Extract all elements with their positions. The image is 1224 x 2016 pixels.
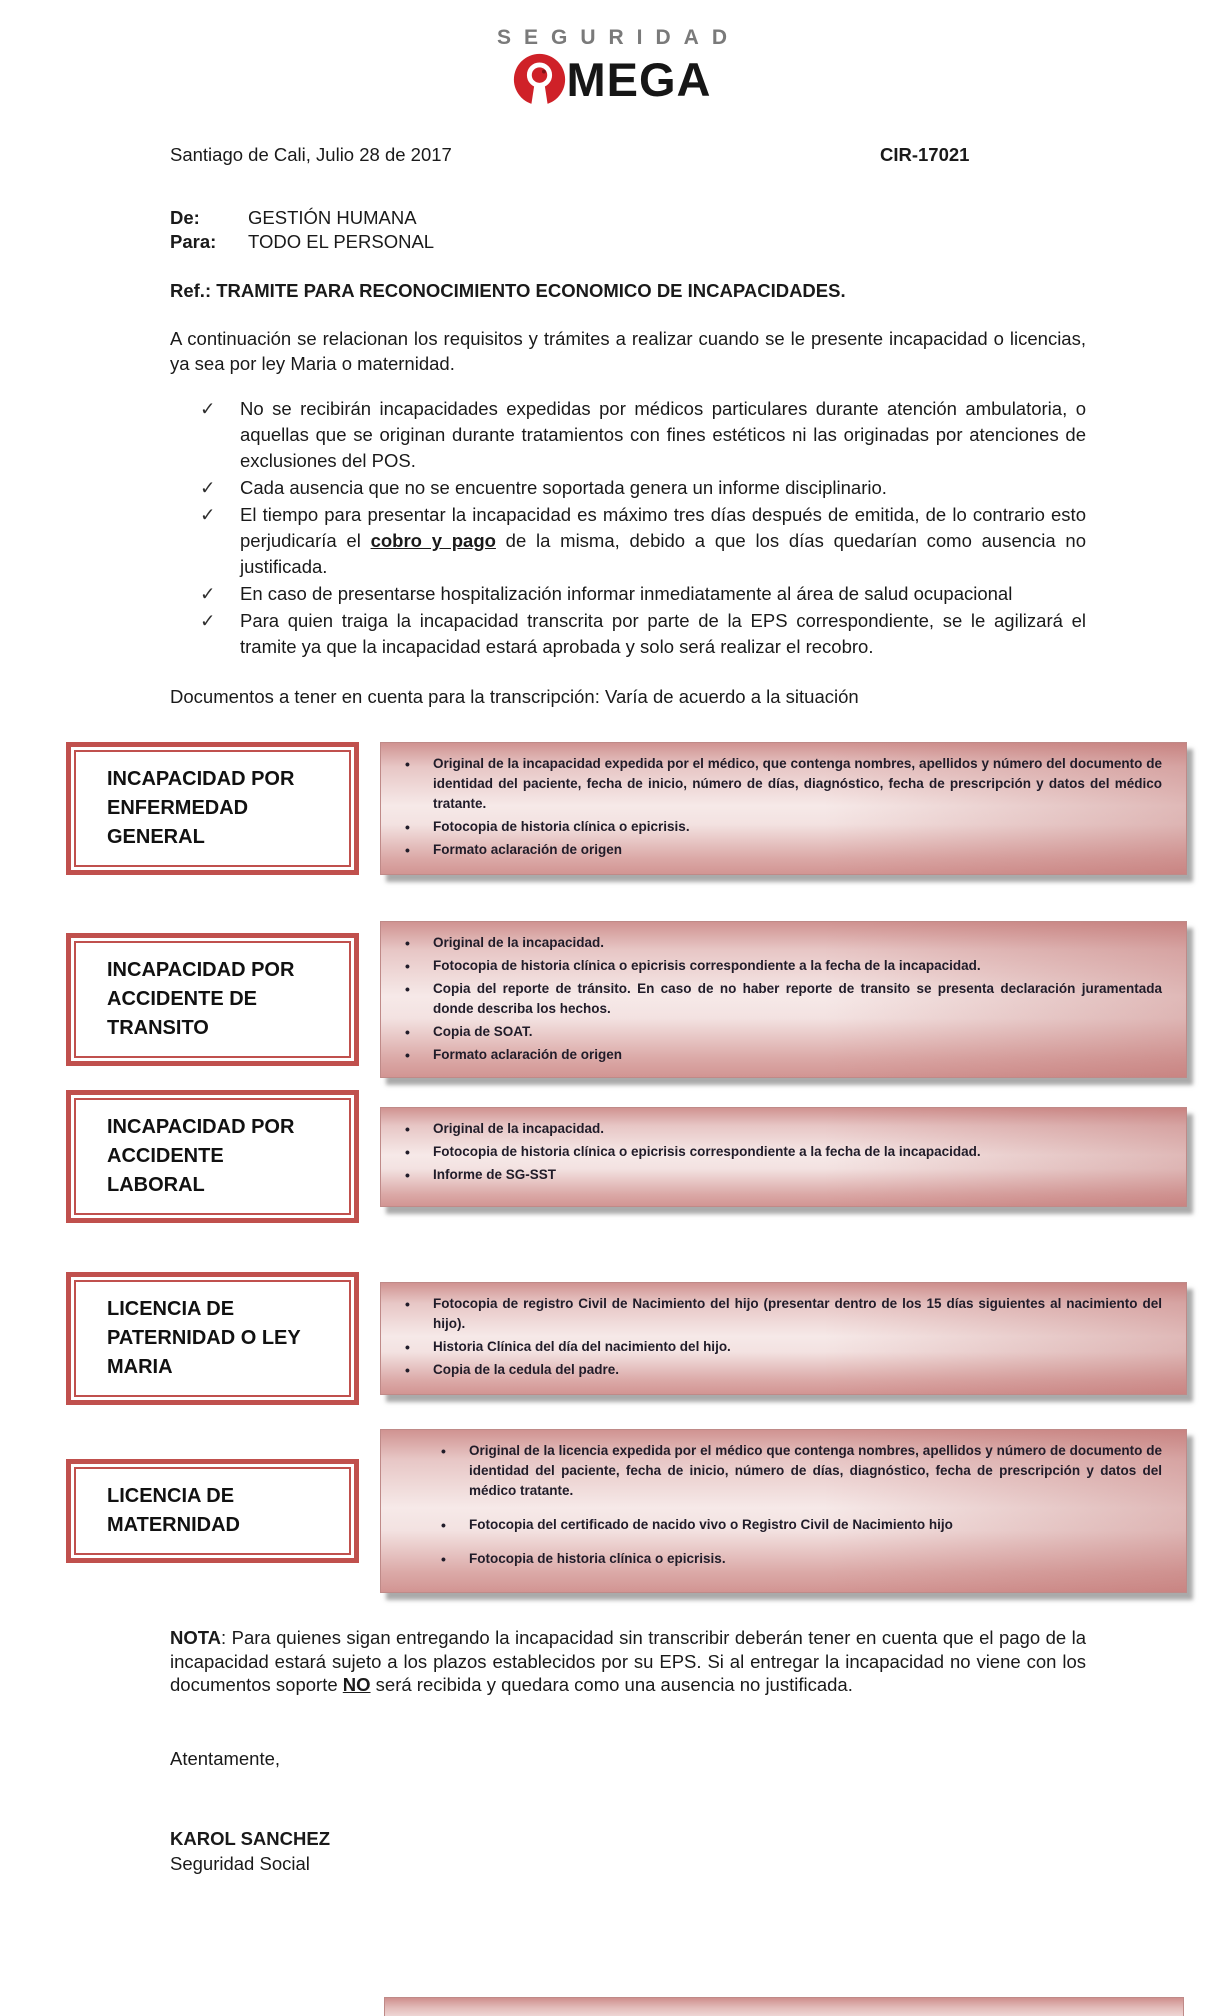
intro-paragraph: A continuación se relacionan los requisitos y trámites a realizar cuando se le presente incapacidad o licencias, ya sea por ley Maria o maternidad. <box>170 328 1086 374</box>
list-item: ✓ En caso de presentarse hospitalización informar inmediatamente al área de salud ocupacional <box>170 581 1086 607</box>
header-row <box>170 144 1086 166</box>
list-item: • Original de la incapacidad. <box>401 933 1162 953</box>
list-item: ✓ El tiempo para presentar la incapacidad es máximo tres días después de emitida, de lo contrario esto perjudicaría el cobro y pago de la misma, debido a que los días quedarían como ausencia no justificada. <box>200 504 1086 577</box>
checkmark-icon: ✓ <box>200 504 216 525</box>
section-accidente-laboral <box>66 1090 1187 1223</box>
requirements-checklist <box>170 396 1086 661</box>
list-item: ✓ Cada ausencia que no se encuentre soportada genera un informe disciplinario. <box>170 475 1086 501</box>
list-item: • Copia de SOAT. <box>401 1022 1162 1042</box>
list-item: • Fotocopia de historia clínica o epicrisis correspondiente a la fecha de la incapacidad. <box>401 1142 1162 1162</box>
reference-line: Ref.: TRAMITE PARA RECONOCIMIENTO ECONOMICO DE INCAPACIDADES. <box>170 280 846 301</box>
list-item: • Historia Clínica del día del nacimiento del hijo. <box>401 1337 1162 1357</box>
section-documents-box <box>380 1107 1187 1207</box>
section-documents-box <box>380 921 1187 1078</box>
circular-number: CIR-17021 <box>880 144 970 165</box>
list-item: ✓ No se recibirán incapacidades expedidas por médicos particulares durante atención ambulatoria, o aquellas que se originan durante tratamientos con fines estéticos ni las originadas por atenciones de exclusiones del POS. <box>200 398 1086 471</box>
to-value: TODO EL PERSONAL <box>248 231 435 252</box>
section-documents-box <box>380 742 1187 875</box>
omega-keyhole-icon <box>513 53 566 106</box>
section-title-box: LICENCIA DE PATERNIDAD O LEY MARIA <box>66 1272 359 1405</box>
list-item: • Formato aclaración de origen <box>401 840 1162 860</box>
company-logo <box>0 26 1224 106</box>
salutation: Atentamente, <box>170 1748 281 1769</box>
from-label: De: <box>170 207 200 228</box>
signature-name: KAROL SANCHEZ <box>170 1828 330 1849</box>
checkmark-icon: ✓ <box>200 477 216 498</box>
documents-intro: Documentos a tener en cuenta para la transcripción: Varía de acuerdo a la situación <box>170 686 859 707</box>
date-line: Santiago de Cali, Julio 28 de 2017 <box>170 144 452 165</box>
cut-off-documents-box <box>384 1997 1184 2016</box>
section-title-box: LICENCIA DE MATERNIDAD <box>66 1459 359 1563</box>
section-title-box: INCAPACIDAD POR ENFERMEDAD GENERAL <box>66 742 359 875</box>
list-item: • Fotocopia de historia clínica o epicrisis. <box>401 817 1162 837</box>
list-item: • Formato aclaración de origen <box>401 1045 1162 1065</box>
checkmark-icon: ✓ <box>200 610 216 631</box>
list-item: • Original de la incapacidad. <box>401 1119 1162 1139</box>
list-item: • Fotocopia de historia clínica o epicrisis. <box>437 1549 1162 1569</box>
section-enfermedad-general <box>66 742 1187 875</box>
signature-role: Seguridad Social <box>170 1853 310 1874</box>
section-title-box: INCAPACIDAD POR ACCIDENTE LABORAL <box>66 1090 359 1223</box>
note-paragraph: NOTA: Para quienes sigan entregando la incapacidad sin transcribir deberán tener en cuenta que el pago de la incapacidad estará sujeto a los plazos establecidos por su EPS. Si al entregar la incapacidad no viene con los documentos soporte NO será recibida y quedara como una ausencia no justificada. <box>170 1627 1086 1695</box>
to-row <box>170 231 1086 255</box>
checkmark-icon: ✓ <box>200 398 216 419</box>
logo-word-mega: MEGA <box>566 53 712 106</box>
list-item: • Fotocopia de registro Civil de Nacimiento del hijo (presentar dentro de los 15 días siguientes al nacimiento del hijo). <box>401 1294 1162 1334</box>
list-item: • Original de la incapacidad expedida por el médico, que contenga nombres, apellidos y número del documento de identidad del paciente, fecha de inicio, número de días, diagnóstico, fecha de prescripción y datos del médico tratante. <box>401 754 1162 814</box>
to-label: Para: <box>170 231 217 252</box>
section-title-box: INCAPACIDAD POR ACCIDENTE DE TRANSITO <box>66 933 359 1066</box>
list-item: • Copia del reporte de tránsito. En caso de no haber reporte de transito se presenta declaración juramentada donde describa los hechos. <box>401 979 1162 1019</box>
section-accidente-transito <box>66 921 1187 1078</box>
list-item: • Fotocopia de historia clínica o epicrisis correspondiente a la fecha de la incapacidad. <box>401 956 1162 976</box>
from-row <box>170 207 1086 231</box>
from-value: GESTIÓN HUMANA <box>248 207 417 228</box>
list-item: • Copia de la cedula del padre. <box>401 1360 1162 1380</box>
list-item: ✓ Para quien traiga la incapacidad transcrita por parte de la EPS correspondiente, se le agilizará el tramite ya que la incapacidad estará aprobada y solo será realizar el recobro. <box>200 610 1086 657</box>
list-item: • Fotocopia del certificado de nacido vivo o Registro Civil de Nacimiento hijo <box>437 1515 1162 1535</box>
section-licencia-maternidad <box>66 1429 1187 1593</box>
section-licencia-paternidad <box>66 1272 1187 1405</box>
section-documents-box <box>380 1429 1187 1593</box>
logo-word-seguridad: SEGURIDAD <box>496 26 740 49</box>
list-item: • Informe de SG-SST <box>401 1165 1162 1185</box>
meta-block <box>170 207 1086 255</box>
checkmark-icon: ✓ <box>200 583 216 604</box>
list-item: • Original de la licencia expedida por el médico que contenga nombres, apellidos y número de documento de identidad del paciente, fecha de inicio, número de días, diagnóstico, fecha de prescripción y datos del médico tratante. <box>437 1441 1162 1501</box>
section-documents-box <box>380 1282 1187 1395</box>
